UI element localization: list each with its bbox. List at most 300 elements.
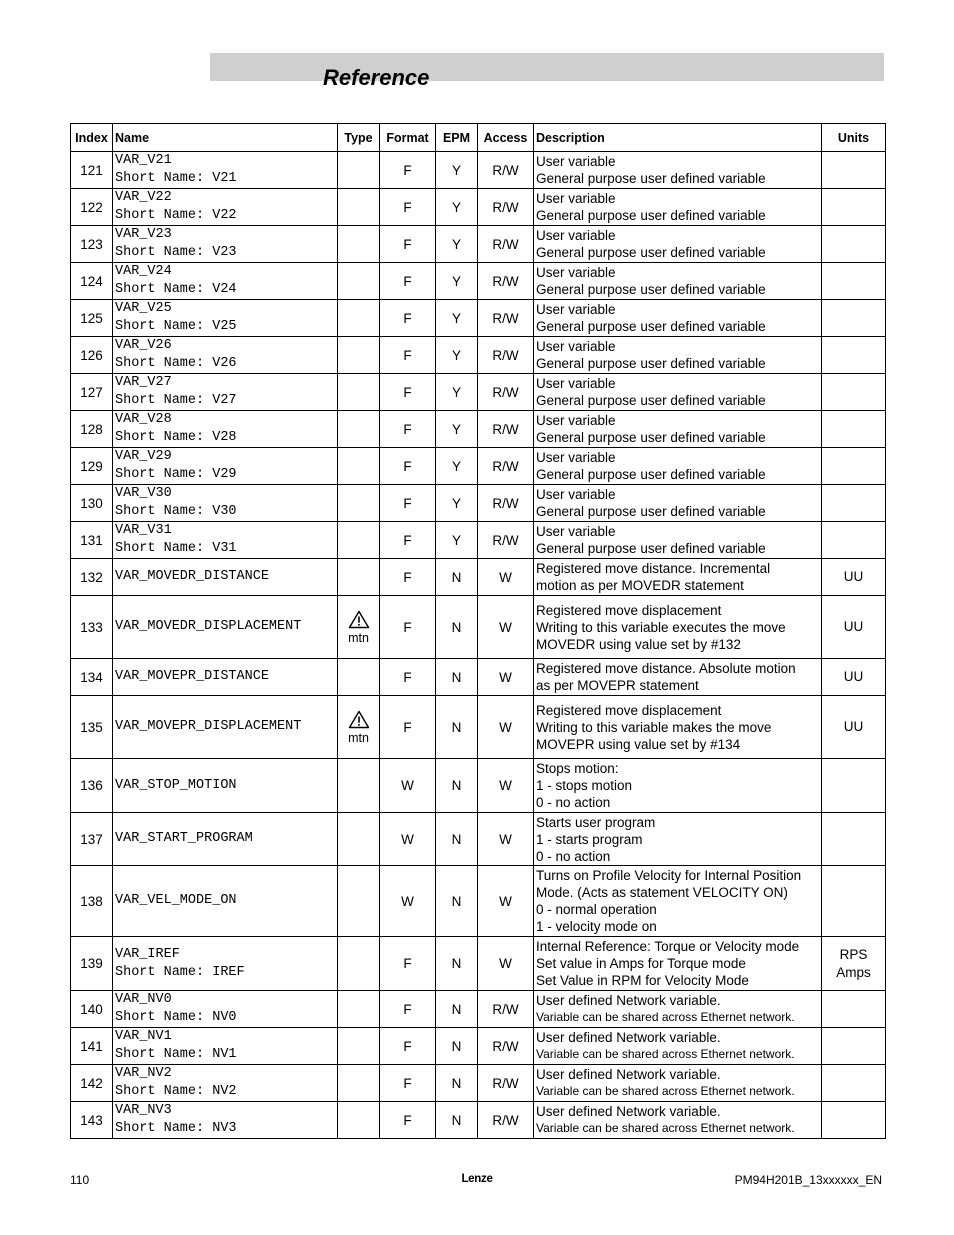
cell-access: W (478, 759, 534, 813)
cell-type (338, 1102, 380, 1139)
cell-units (822, 411, 886, 448)
cell-access: W (478, 696, 534, 759)
cell-units (822, 448, 886, 485)
cell-type (338, 559, 380, 596)
name-line: VAR_NV0 (115, 992, 172, 1007)
cell-description (534, 337, 822, 374)
type-label: mtn (348, 630, 369, 645)
description-line: General purpose user defined variable (536, 430, 766, 445)
cell-format: F (380, 559, 436, 596)
cell-format: F (380, 448, 436, 485)
cell-description (534, 813, 822, 866)
description-line: 1 - stops motion (536, 778, 633, 793)
cell-epm: N (436, 759, 478, 813)
cell-epm: Y (436, 522, 478, 559)
description-line: Mode. (Acts as statement VELOCITY ON) (536, 885, 788, 900)
description-line: Stops motion: (536, 761, 619, 776)
brand-logo: Lenze (461, 1173, 493, 1185)
name-line: Short Name: V29 (115, 467, 237, 482)
cell-type (338, 337, 380, 374)
cell-format: F (380, 991, 436, 1028)
cell-index: 124 (71, 263, 113, 300)
cell-index: 129 (71, 448, 113, 485)
cell-access: R/W (478, 411, 534, 448)
cell-units (822, 759, 886, 813)
description-line: Variable can be shared across Ethernet network. (536, 1084, 795, 1098)
description-line: Set Value in RPM for Velocity Mode (536, 973, 749, 988)
cell-format: F (380, 189, 436, 226)
cell-index: 125 (71, 300, 113, 337)
table-row (71, 991, 886, 1028)
cell-type (338, 485, 380, 522)
cell-access: R/W (478, 374, 534, 411)
name-line: VAR_START_PROGRAM (115, 831, 253, 846)
table-row (71, 937, 886, 991)
cell-type (338, 448, 380, 485)
cell-type (338, 1028, 380, 1065)
cell-format: W (380, 759, 436, 813)
cell-type (338, 300, 380, 337)
cell-epm: N (436, 596, 478, 659)
description-line: User variable (536, 413, 616, 428)
cell-name (113, 759, 338, 813)
table-row (71, 411, 886, 448)
cell-name (113, 189, 338, 226)
description-line: General purpose user defined variable (536, 171, 766, 186)
cell-epm: Y (436, 152, 478, 189)
description-line: General purpose user defined variable (536, 208, 766, 223)
cell-access: R/W (478, 522, 534, 559)
name-line: VAR_MOVEDR_DISPLACEMENT (115, 619, 302, 634)
cell-type (338, 226, 380, 263)
cell-units (822, 263, 886, 300)
cell-description (534, 485, 822, 522)
table-row (71, 337, 886, 374)
cell-description (534, 1102, 822, 1139)
description-line: Variable can be shared across Ethernet network. (536, 1010, 795, 1024)
cell-format: F (380, 1102, 436, 1139)
cell-format: F (380, 300, 436, 337)
description-line: Writing to this variable executes the move (536, 619, 786, 635)
name-line: VAR_V23 (115, 227, 172, 242)
cell-description (534, 559, 822, 596)
cell-name (113, 485, 338, 522)
cell-type (338, 696, 380, 759)
units-line: UU (843, 719, 864, 734)
description-line: Turns on Profile Velocity for Internal Position (536, 868, 802, 883)
column-header-name: Name (113, 124, 338, 152)
name-line: Short Name: NV2 (115, 1084, 237, 1099)
table-row (71, 263, 886, 300)
description-line: Variable can be shared across Ethernet network. (536, 1047, 795, 1061)
description-line: User variable (536, 487, 616, 502)
description-line: User variable (536, 450, 616, 465)
cell-access: W (478, 559, 534, 596)
cell-access: R/W (478, 991, 534, 1028)
cell-index: 136 (71, 759, 113, 813)
cell-format: F (380, 522, 436, 559)
cell-units (822, 937, 886, 991)
cell-units (822, 596, 886, 659)
cell-units (822, 189, 886, 226)
cell-name (113, 522, 338, 559)
cell-units (822, 337, 886, 374)
cell-units (822, 1065, 886, 1102)
cell-name (113, 263, 338, 300)
description-line: 0 - no action (536, 795, 611, 810)
name-line: Short Name: V25 (115, 319, 237, 334)
cell-description (534, 696, 822, 759)
cell-epm: N (436, 866, 478, 937)
cell-access: W (478, 596, 534, 659)
cell-units (822, 226, 886, 263)
cell-access: R/W (478, 263, 534, 300)
cell-description (534, 522, 822, 559)
cell-name (113, 659, 338, 696)
cell-access: R/W (478, 300, 534, 337)
description-line: Internal Reference: Torque or Velocity mode (536, 939, 800, 954)
name-line: Short Name: V23 (115, 245, 237, 260)
name-line: Short Name: V30 (115, 504, 237, 519)
cell-epm: N (436, 1028, 478, 1065)
cell-format: F (380, 485, 436, 522)
cell-index: 141 (71, 1028, 113, 1065)
cell-format: F (380, 696, 436, 759)
cell-format: F (380, 1065, 436, 1102)
cell-epm: N (436, 559, 478, 596)
cell-units (822, 522, 886, 559)
name-line: Short Name: V21 (115, 171, 237, 186)
name-line: VAR_V30 (115, 486, 172, 501)
description-line: as per MOVEPR statement (536, 678, 699, 693)
cell-index: 138 (71, 866, 113, 937)
column-header-format: Format (380, 124, 436, 152)
table-row (71, 696, 886, 759)
cell-epm: Y (436, 263, 478, 300)
name-line: VAR_V24 (115, 264, 172, 279)
table-row (71, 1102, 886, 1139)
name-line: VAR_NV1 (115, 1029, 172, 1044)
cell-units (822, 659, 886, 696)
units-line: UU (843, 569, 864, 584)
cell-description (534, 374, 822, 411)
name-line: VAR_V26 (115, 338, 172, 353)
name-line: Short Name: V26 (115, 356, 237, 371)
table-row (71, 485, 886, 522)
description-line: Writing to this variable makes the move (536, 719, 772, 735)
cell-index: 121 (71, 152, 113, 189)
name-line: Short Name: NV3 (115, 1121, 237, 1136)
table-row (71, 374, 886, 411)
description-line: General purpose user defined variable (536, 541, 766, 556)
cell-description (534, 659, 822, 696)
page-title: Reference (323, 65, 430, 90)
cell-format: F (380, 263, 436, 300)
cell-units (822, 559, 886, 596)
cell-access: R/W (478, 1065, 534, 1102)
cell-type (338, 374, 380, 411)
cell-name (113, 937, 338, 991)
cell-access: R/W (478, 189, 534, 226)
cell-access: W (478, 866, 534, 937)
cell-access: R/W (478, 448, 534, 485)
description-line: User variable (536, 228, 616, 243)
cell-units (822, 374, 886, 411)
name-line: VAR_V27 (115, 375, 172, 390)
column-header-access: Access (478, 124, 534, 152)
description-line: General purpose user defined variable (536, 393, 766, 408)
description-line: Starts user program (536, 814, 656, 830)
description-line: User variable (536, 339, 616, 354)
description-line: MOVEPR using value set by #134 (536, 736, 741, 752)
description-line: Variable can be shared across Ethernet network. (536, 1121, 795, 1135)
cell-access: R/W (478, 485, 534, 522)
cell-type (338, 659, 380, 696)
cell-name (113, 411, 338, 448)
name-line: VAR_V28 (115, 412, 172, 427)
cell-units (822, 813, 886, 866)
type-label: mtn (348, 730, 369, 745)
cell-type (338, 411, 380, 448)
cell-type (338, 866, 380, 937)
description-line: User variable (536, 302, 616, 317)
cell-units (822, 696, 886, 759)
table-row (71, 448, 886, 485)
name-line: VAR_NV2 (115, 1066, 172, 1081)
reference-table (70, 123, 886, 1139)
name-line: VAR_MOVEPR_DISTANCE (115, 669, 269, 684)
cell-type (338, 263, 380, 300)
cell-description (534, 1028, 822, 1065)
description-line: General purpose user defined variable (536, 467, 766, 482)
cell-epm: Y (436, 485, 478, 522)
cell-units (822, 1102, 886, 1139)
description-line: User variable (536, 265, 616, 280)
cell-type (338, 152, 380, 189)
description-line: General purpose user defined variable (536, 356, 766, 371)
table-row (71, 759, 886, 813)
cell-description (534, 448, 822, 485)
document-id: PM94H201B_13xxxxxx_EN (734, 1173, 882, 1187)
cell-name (113, 813, 338, 866)
cell-units (822, 152, 886, 189)
name-line: Short Name: V22 (115, 208, 237, 223)
cell-type (338, 596, 380, 659)
name-line: Short Name: IREF (115, 964, 245, 980)
description-line: Registered move displacement (536, 602, 722, 618)
description-line: User variable (536, 154, 616, 169)
cell-index: 135 (71, 696, 113, 759)
description-line: 1 - velocity mode on (536, 919, 657, 934)
warning-icon (348, 610, 370, 631)
description-line: General purpose user defined variable (536, 245, 766, 260)
units-line: Amps (836, 964, 871, 980)
cell-name (113, 866, 338, 937)
cell-name (113, 991, 338, 1028)
cell-description (534, 300, 822, 337)
cell-epm: N (436, 696, 478, 759)
description-line: General purpose user defined variable (536, 504, 766, 519)
description-line: User defined Network variable. (536, 993, 721, 1008)
table-row (71, 1065, 886, 1102)
table-row (71, 559, 886, 596)
cell-units (822, 1028, 886, 1065)
cell-index: 126 (71, 337, 113, 374)
cell-description (534, 759, 822, 813)
cell-index: 128 (71, 411, 113, 448)
units-line: RPS (839, 946, 868, 962)
cell-units (822, 991, 886, 1028)
cell-format: F (380, 152, 436, 189)
cell-description (534, 937, 822, 991)
cell-access: W (478, 659, 534, 696)
cell-index: 134 (71, 659, 113, 696)
cell-name (113, 559, 338, 596)
cell-type (338, 189, 380, 226)
description-line: 0 - normal operation (536, 902, 657, 917)
cell-description (534, 263, 822, 300)
description-line: Set value in Amps for Torque mode (536, 956, 746, 971)
table-row (71, 866, 886, 937)
column-header-type: Type (338, 124, 380, 152)
cell-epm: N (436, 1102, 478, 1139)
cell-name (113, 1028, 338, 1065)
description-line: User defined Network variable. (536, 1104, 721, 1119)
cell-type (338, 759, 380, 813)
cell-name (113, 374, 338, 411)
cell-index: 122 (71, 189, 113, 226)
cell-format: F (380, 596, 436, 659)
name-line: VAR_NV3 (115, 1103, 172, 1118)
cell-epm: Y (436, 189, 478, 226)
table-row (71, 189, 886, 226)
cell-name (113, 226, 338, 263)
cell-index: 123 (71, 226, 113, 263)
cell-format: W (380, 866, 436, 937)
cell-name (113, 152, 338, 189)
name-line: VAR_V22 (115, 190, 172, 205)
description-line: User defined Network variable. (536, 1067, 721, 1082)
table-row (71, 596, 886, 659)
table-row (71, 813, 886, 866)
cell-index: 139 (71, 937, 113, 991)
name-line: VAR_V31 (115, 523, 172, 538)
cell-type (338, 1065, 380, 1102)
cell-name (113, 300, 338, 337)
column-header-epm: EPM (436, 124, 478, 152)
cell-description (534, 189, 822, 226)
cell-type (338, 522, 380, 559)
description-line: User defined Network variable. (536, 1030, 721, 1045)
cell-epm: N (436, 813, 478, 866)
description-line: User variable (536, 376, 616, 391)
cell-epm: Y (436, 374, 478, 411)
name-line: Short Name: V27 (115, 393, 237, 408)
cell-index: 127 (71, 374, 113, 411)
cell-format: W (380, 813, 436, 866)
table-row (71, 226, 886, 263)
cell-description (534, 152, 822, 189)
cell-description (534, 596, 822, 659)
table-row (71, 300, 886, 337)
description-line: 1 - starts program (536, 831, 643, 847)
cell-access: W (478, 937, 534, 991)
cell-access: R/W (478, 226, 534, 263)
cell-name (113, 696, 338, 759)
cell-name (113, 596, 338, 659)
units-line: UU (843, 669, 864, 684)
name-line: VAR_MOVEDR_DISTANCE (115, 569, 269, 584)
cell-format: F (380, 937, 436, 991)
name-line: VAR_V25 (115, 301, 172, 316)
description-line: Registered move distance. Incremental (536, 561, 771, 576)
name-line: Short Name: V24 (115, 282, 237, 297)
name-line: VAR_STOP_MOTION (115, 777, 237, 793)
cell-epm: N (436, 659, 478, 696)
cell-epm: N (436, 991, 478, 1028)
description-line: MOVEDR using value set by #132 (536, 636, 741, 652)
cell-index: 137 (71, 813, 113, 866)
description-line: User variable (536, 191, 616, 206)
header-bar (210, 53, 884, 81)
cell-index: 131 (71, 522, 113, 559)
motion-warning (340, 610, 377, 645)
table-row (71, 1028, 886, 1065)
name-line: Short Name: NV1 (115, 1047, 237, 1062)
cell-name (113, 1102, 338, 1139)
cell-index: 133 (71, 596, 113, 659)
description-line: Registered move displacement (536, 702, 722, 718)
name-line: Short Name: NV0 (115, 1010, 237, 1025)
cell-access: R/W (478, 1028, 534, 1065)
cell-index: 130 (71, 485, 113, 522)
cell-index: 142 (71, 1065, 113, 1102)
cell-type (338, 937, 380, 991)
cell-format: F (380, 1028, 436, 1065)
table-row (71, 522, 886, 559)
cell-epm: N (436, 1065, 478, 1102)
description-line: 0 - no action (536, 848, 611, 864)
table-header-row (71, 124, 886, 152)
description-line: General purpose user defined variable (536, 319, 766, 334)
name-line: VAR_MOVEPR_DISPLACEMENT (115, 719, 302, 734)
cell-description (534, 1065, 822, 1102)
cell-description (534, 411, 822, 448)
column-header-index: Index (71, 124, 113, 152)
cell-epm: Y (436, 337, 478, 374)
description-line: General purpose user defined variable (536, 282, 766, 297)
cell-type (338, 813, 380, 866)
cell-format: F (380, 659, 436, 696)
cell-description (534, 991, 822, 1028)
cell-name (113, 1065, 338, 1102)
cell-index: 132 (71, 559, 113, 596)
cell-format: F (380, 374, 436, 411)
page-number: 110 (70, 1173, 90, 1187)
table-row (71, 152, 886, 189)
cell-type (338, 991, 380, 1028)
cell-format: F (380, 226, 436, 263)
cell-name (113, 448, 338, 485)
name-line: VAR_IREF (115, 946, 180, 962)
cell-access: W (478, 813, 534, 866)
cell-description (534, 866, 822, 937)
cell-format: F (380, 337, 436, 374)
cell-epm: Y (436, 226, 478, 263)
cell-access: R/W (478, 1102, 534, 1139)
table-row (71, 659, 886, 696)
cell-format: F (380, 411, 436, 448)
